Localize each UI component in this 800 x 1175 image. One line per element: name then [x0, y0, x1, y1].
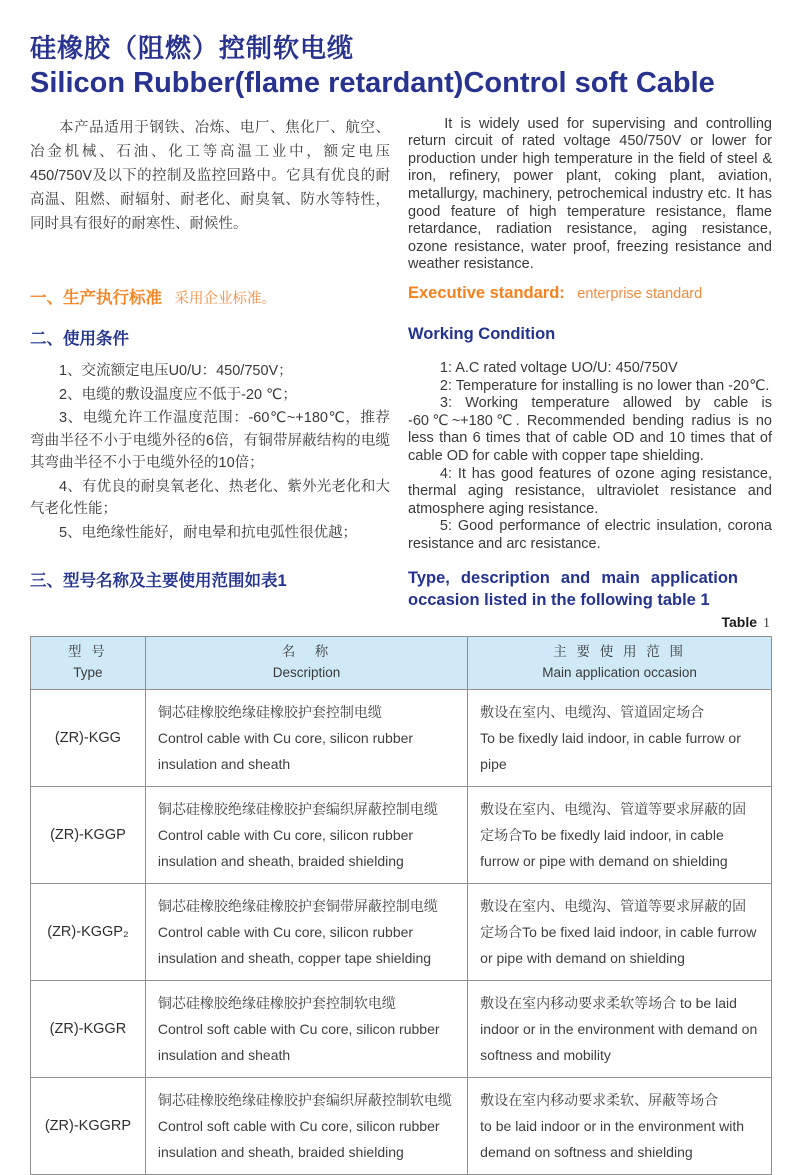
description-en: Control cable with Cu core, silicon rubber insulation and sheath, copper tape shielding [157, 923, 432, 966]
condition-item-en: 3: Working temperature allowed by cable is -60℃~+180℃. Recommended bending radius is no less than 6 times that of cable OD and 10 times that of cable OD for cable with copper tape shielding. [408, 395, 772, 464]
cell-description [145, 980, 467, 1077]
application-line: 敷设在室内移动要求柔软、屏蔽等场合 [480, 1091, 719, 1108]
header-application-en: Main application occasion [542, 665, 697, 681]
working-condition-lists [30, 360, 772, 554]
cell-application [468, 980, 772, 1077]
description-zh: 铜芯硅橡胶绝缘硅橡胶护套编织屏蔽控制软电缆 [157, 1091, 452, 1108]
type-section-heading-zh: 三、型号名称及主要使用范围如表1 [30, 571, 287, 590]
cell-description [145, 786, 467, 883]
cell-description [145, 1077, 467, 1174]
intro-paragraph-en: It is widely used for supervising and controlling return circuit of rated voltage 450/750V or lower for production under high temperature in the field of steel & iron, refinery, power plant, coking plant, aviation, metallurgy, machinery, petrochemical industry etc. It has good feature of high temperature resistance, flame retardance, radiation resistance, aging resistance, ozone resistance, water proof, freezing resistance and weather resistance. [408, 115, 772, 273]
executive-standard-value-zh: 采用企业标准。 [174, 291, 276, 308]
intro-paragraph-zh: 本产品适用于钢铁、冶炼、电厂、焦化厂、航空、冶金机械、石油、化工等高温工业中，额定电压450/750V及以下的控制及监控回路中。它具有优良的耐高温、阻燃、耐辐射、耐老化、耐臭氧、防水等特性，同时具有很好的耐寒性、耐候性。 [30, 119, 390, 232]
cell-type: (ZR)-KGGP₂ [31, 883, 146, 980]
cell-description [145, 689, 467, 786]
condition-item-zh: 2、电缆的敷设温度应不低于-20 ℃； [59, 386, 297, 403]
intro-section [30, 116, 772, 274]
cell-type: (ZR)-KGGRP [31, 1077, 146, 1174]
header-type [31, 637, 146, 690]
table-row [31, 689, 772, 786]
table-row [31, 1077, 772, 1174]
working-condition-list-zh [30, 360, 390, 554]
executive-standard-en [408, 284, 772, 308]
application-line: to be laid indoor or in the environment with demand on softness and shielding [480, 1117, 744, 1160]
header-description-en: Description [272, 665, 341, 681]
table-label-word: Table [721, 614, 757, 631]
description-zh: 铜芯硅橡胶绝缘硅橡胶护套控制电缆 [157, 703, 382, 720]
type-section-heading-en: Type, description and main application occasion listed in the following table 1 [408, 568, 738, 609]
header-application [468, 637, 772, 690]
executive-standard-value-en: enterprise standard [577, 286, 703, 303]
condition-item-zh: 3、电缆允许工作温度范围：-60℃~+180℃，推荐弯曲半径不小于电缆外径的6倍，有铜带屏蔽结构的电缆其弯曲半径不小于电缆外径的10倍； [30, 410, 390, 472]
application-line: 敷设在室内、电缆沟、管道固定场合 [480, 703, 705, 720]
table-label [30, 614, 772, 632]
executive-standard-heading-en: Executive standard: [408, 284, 565, 303]
executive-standard-zh [30, 284, 390, 308]
cell-type: (ZR)-KGGP [31, 786, 146, 883]
type-description-table [30, 636, 772, 1175]
cell-application [468, 689, 772, 786]
header-description-zh: 名 称 [281, 644, 332, 660]
table-row [31, 883, 772, 980]
application-line: 敷设在室内移动要求柔软等场合 to be laid indoor or in the environment with demand on softness and mobility [480, 994, 758, 1063]
description-en: Control cable with Cu core, silicon rubber insulation and sheath, braided shielding [157, 826, 414, 869]
executive-standard-section [30, 284, 772, 308]
page-title-zh: 硅橡胶（阻燃）控制软电缆 [30, 33, 355, 63]
description-en: Control cable with Cu core, silicon rubber insulation and sheath [157, 729, 414, 772]
working-condition-heading-zh: 二、使用条件 [30, 330, 129, 349]
cell-application [468, 786, 772, 883]
description-en: Control soft cable with Cu core, silicon rubber insulation and sheath, braided shielding [157, 1117, 440, 1160]
table-header [31, 637, 772, 690]
application-line: 敷设在室内、电缆沟、管道等要求屏蔽的固定场合To be fixedly laid indoor, in cable furrow or pipe with demand on shielding [480, 800, 747, 869]
title-block [30, 34, 772, 101]
condition-item-zh: 5、电绝缘性能好，耐电晕和抗电弧性很优越； [59, 524, 358, 541]
cell-description [145, 883, 467, 980]
condition-item-en: 5: Good performance of electric insulation, corona resistance and arc resistance. [408, 518, 772, 552]
description-zh: 铜芯硅橡胶绝缘硅橡胶护套编织屏蔽控制电缆 [157, 800, 438, 817]
description-en: Control soft cable with Cu core, silicon rubber insulation and sheath [157, 1020, 440, 1063]
condition-item-zh: 4、有优良的耐臭氧老化、热老化、紫外光老化和大气老化性能； [30, 478, 390, 518]
header-application-zh: 主 要 使 用 范 围 [553, 644, 686, 660]
application-line: To be fixedly laid indoor, in cable furrow or pipe [480, 729, 741, 772]
application-line: 敷设在室内、电缆沟、管道等要求屏蔽的固定场合To be fixed laid indoor, in cable furrow or pipe with demand on shielding [480, 897, 757, 966]
executive-standard-heading-zh: 一、生产执行标准 [30, 289, 162, 308]
condition-item-en: 2: Temperature for installing is no lower than -20℃. [439, 377, 770, 394]
header-description [145, 637, 467, 690]
header-type-en: Type [73, 665, 103, 681]
table-row [31, 980, 772, 1077]
condition-item-zh: 1、交流额定电压U0/U：450/750V； [59, 363, 293, 380]
description-zh: 铜芯硅橡胶绝缘硅橡胶护套控制软电缆 [157, 994, 396, 1011]
condition-item-en: 4: It has good features of ozone aging resistance, thermal aging resistance, ultraviolet resistance and atmosphere aging resistance. [408, 465, 772, 517]
table-row [31, 786, 772, 883]
header-type-zh: 型 号 [68, 644, 108, 660]
cell-type: (ZR)-KGGR [31, 980, 146, 1077]
working-condition-list-en [408, 360, 772, 554]
type-section-headings [30, 567, 772, 612]
working-condition-headings [30, 325, 772, 349]
working-condition-heading-en: Working Condition [408, 325, 556, 344]
description-zh: 铜芯硅橡胶绝缘硅橡胶护套铜带屏蔽控制电缆 [157, 897, 438, 914]
cell-application [468, 1077, 772, 1174]
table-label-number: 1 [763, 616, 770, 632]
cell-type: (ZR)-KGG [31, 689, 146, 786]
cell-application [468, 883, 772, 980]
condition-item-en: 1: A.C rated voltage UO/U: 450/750V [439, 360, 678, 377]
page-title-en: Silicon Rubber(flame retardant)Control soft Cable [30, 66, 715, 99]
